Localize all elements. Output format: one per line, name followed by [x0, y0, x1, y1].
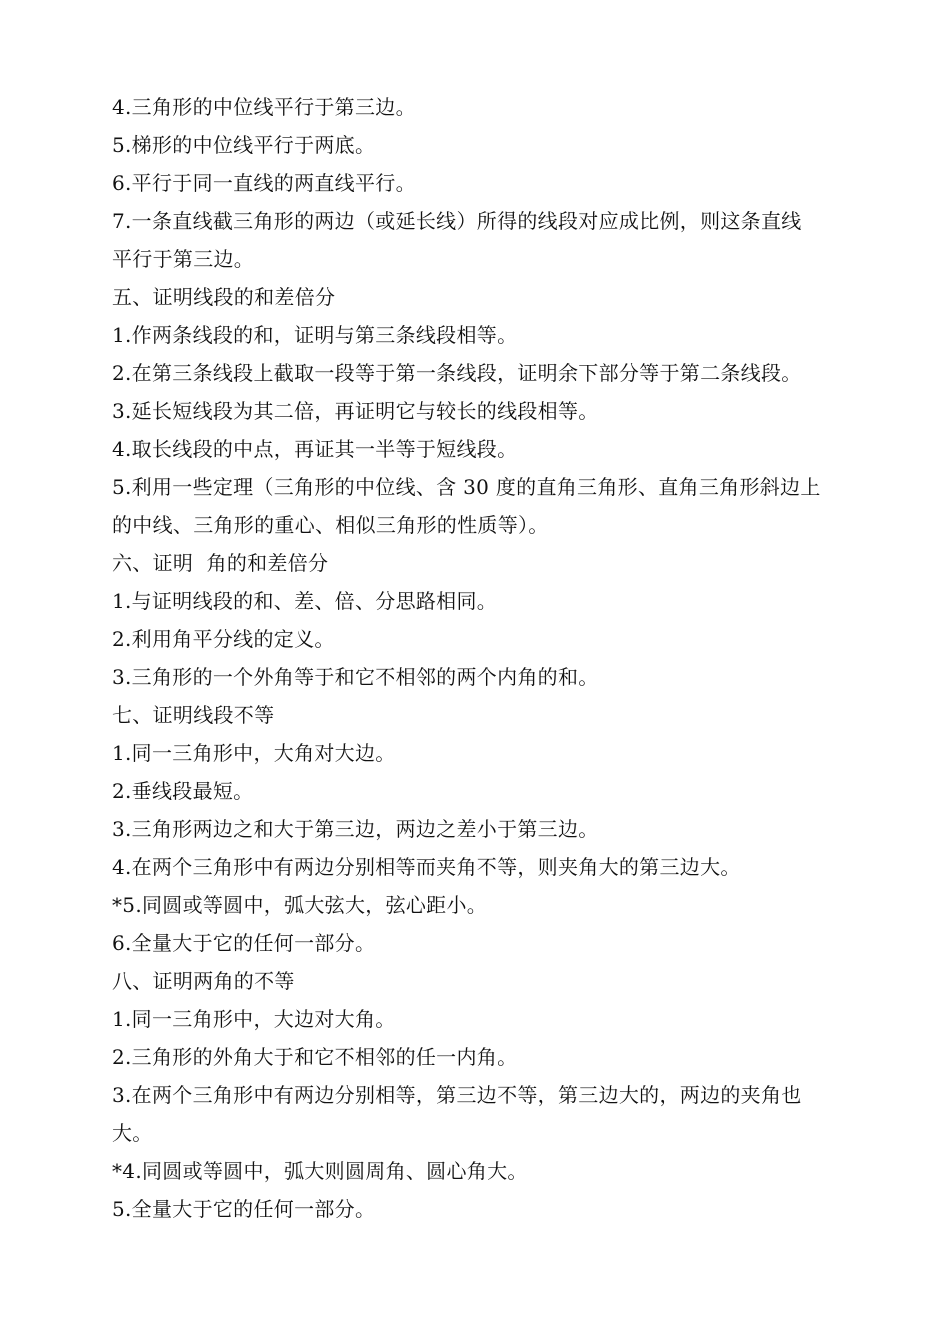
- text-line: 1.同一三角形中，大边对大角。: [112, 1007, 396, 1031]
- text-line: 3.三角形的一个外角等于和它不相邻的两个内角的和。: [112, 665, 599, 689]
- text-line: 3.在两个三角形中有两边分别相等，第三边不等，第三边大的，两边的夹角也: [112, 1083, 802, 1107]
- text-line: 4.在两个三角形中有两边分别相等而夹角不等，则夹角大的第三边大。: [112, 855, 741, 879]
- text-line: *4.同圆或等圆中，弧大则圆周角、圆心角大。: [112, 1159, 528, 1183]
- text-line: 1.同一三角形中，大角对大边。: [112, 741, 396, 765]
- section-heading: 八、证明两角的不等: [112, 969, 295, 993]
- text-line: *5.同圆或等圆中，弧大弦大，弦心距小。: [112, 893, 488, 917]
- text-line: 7.一条直线截三角形的两边（或延长线）所得的线段对应成比例，则这条直线: [112, 209, 802, 233]
- text-line: 2.在第三条线段上截取一段等于第一条线段，证明余下部分等于第二条线段。: [112, 361, 802, 385]
- text-line: 5.全量大于它的任何一部分。: [112, 1197, 376, 1221]
- text-line: 6.全量大于它的任何一部分。: [112, 931, 376, 955]
- text-line: 4.三角形的中位线平行于第三边。: [112, 95, 416, 119]
- text-line: 5.梯形的中位线平行于两底。: [112, 133, 376, 157]
- text-line: 4.取长线段的中点，再证其一半等于短线段。: [112, 437, 518, 461]
- text-line: 大。: [112, 1121, 153, 1145]
- section-heading: 五、证明线段的和差倍分: [112, 285, 336, 309]
- text-line: 1.作两条线段的和，证明与第三条线段相等。: [112, 323, 518, 347]
- text-line: 3.延长短线段为其二倍，再证明它与较长的线段相等。: [112, 399, 599, 423]
- section-heading: 七、证明线段不等: [112, 703, 275, 727]
- text-line: 6.平行于同一直线的两直线平行。: [112, 171, 416, 195]
- text-line: 3.三角形两边之和大于第三边，两边之差小于第三边。: [112, 817, 599, 841]
- text-line: 1.与证明线段的和、差、倍、分思路相同。: [112, 589, 498, 613]
- text-line: 2.三角形的外角大于和它不相邻的任一内角。: [112, 1045, 518, 1069]
- text-line: 2.垂线段最短。: [112, 779, 254, 803]
- text-line: 2.利用角平分线的定义。: [112, 627, 335, 651]
- text-line: 的中线、三角形的重心、相似三角形的性质等）。: [112, 513, 549, 537]
- text-line: 5.利用一些定理（三角形的中位线、含 30 度的直角三角形、直角三角形斜边上: [112, 475, 821, 499]
- document-page: [112, 88, 884, 1228]
- text-line: 平行于第三边。: [112, 247, 255, 271]
- section-heading: 六、证明 角的和差倍分: [112, 551, 329, 575]
